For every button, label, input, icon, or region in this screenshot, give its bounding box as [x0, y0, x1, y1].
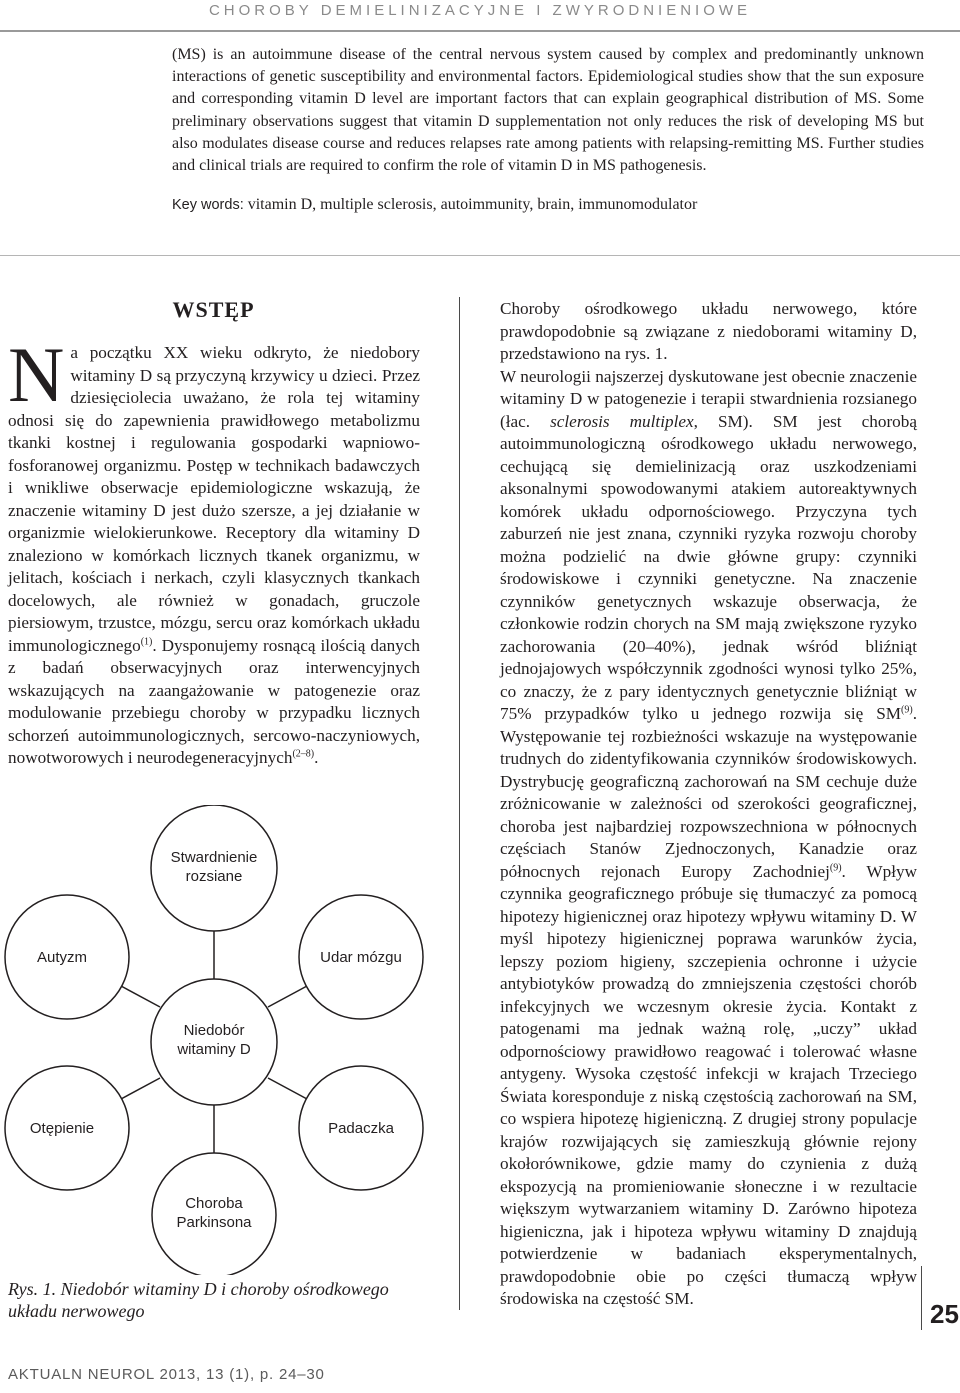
right-paragraph-2d: . Wpływ czynnika geograficznego próbuje się tłumaczyć za pomocą hipotezy higienicznej oraz hipotezy wpływu witaminy D. W myśl hipotezy higienicznej poprawa warunków życia, lepszy poziom higieny, szczepienia ochronne i użycie antybiotyków prowadzą do zmniejszenia częstości chorób infekcyjnych we wczesnym okresie życia. Kontakt z patogenami ma jednak ważną rolę, „uczy” układ odpornościowy prawidłowo reagować i tolerować własne antygeny. Wysoka częstość infekcji w krajach Trzeciego Świata koresponduje z niską częstością zachorowań na SM, co wspiera hipotezę higieniczną. Z drugiej strony populacje krajów rozwijających się zamieszkują głównie rejony okołorównikowe, gdzie mamy do czynienia z dużą ekspozycją na promieniowanie słoneczne i w rezultacie większym wytwarzaniem witaminy D. Zarówno hipoteza higieniczna, jak i hipoteza wpływu witaminy D znajdują potwierdzenie w badaniach eksperymentalnych, prawdopodobnie obie po części tłumaczą wpływ środowiska na częstość SM. [500, 861, 917, 1308]
left-column [8, 331, 420, 770]
keywords [172, 194, 924, 216]
node-bottom-left-label: Otępienie [29, 1120, 95, 1137]
connector-top-right [268, 986, 307, 1007]
keywords-text: vitamin D, multiple sclerosis, autoimmunity, brain, immunomodulator [247, 196, 698, 213]
reference-1: (1) [140, 635, 153, 647]
figure-caption: Rys. 1. Niedobór witaminy D i choroby ośrodkowego układu nerwowego [8, 1279, 389, 1321]
latin-term: sclerosis multiplex [550, 411, 694, 431]
right-column [500, 298, 917, 1311]
right-paragraph-2 [500, 366, 917, 1311]
node-bottom-line1: Choroba [185, 1195, 243, 1212]
node-top-left-label: Autyzm [36, 949, 88, 966]
node-center-line1: Niedobór [183, 1022, 245, 1039]
page-number-rule [921, 1266, 922, 1330]
abstract-text: (MS) is an autoimmune disease of the central nervous system caused by complex and predominantly unknown interactions of genetic susceptibility and environmental factors. Epidemiological studies show that the sun exposure and corresponding vitamin D level are important factors that can explain geographical distribution of MS. Some preliminary observations suggest that vitamin D supplementation not only reduces the risk of developing MS but also modulates disease course and reduces relapses rate among patients with relapsing-remitting MS. Further studies and clinical trials are required to confirm the role of vitamin D in MS pathogenesis. [172, 46, 924, 175]
column-divider [459, 297, 460, 1310]
page-number: 25 [930, 1299, 959, 1329]
keywords-label: Key words: [172, 197, 244, 213]
left-paragraph-2: . Dysponujemy rosnącą ilością danych z badań obserwacyjnych oraz interwencyjnych wskazujących na zaangażowanie w patogenezie oraz modulowanie przebiegu choroby w przypadku licznych schorzeń autoimmunologicznych, sercowo-naczyniowych, nowotworowych i neurodegeneracyjnych [8, 635, 420, 767]
left-paragraph-1: a początku XX wieku odkryto, że niedobory witaminy D są przyczyną krzywicy u dzieci. Przez dziesięciolecia uważano, że rola tej witaminy odnosi się do zapewnienia prawidłowego metabolizmu tkanki kostnej i regulowania gospodarki wapniowo-fosforanowej organizmu. Postęp w technikach badawczych i wnikliwe obserwacje epidemiologiczne wskazują, że znaczenie witaminy D jest dużo szersze, a jej działanie w organizmie wielokierunkowe. Receptory dla witaminy D znaleziono w komórkach licznych tkanek organizmu, w jelitach, kościach i nerkach, czyli klasycznych tkankach docelowych, ale również w gonadach, gruczole piersiowym, trzustce, mózgu, sercu oraz komórkach układu immunologicznego [8, 343, 420, 655]
right-paragraph-2c: . Występowanie tej rozbieżności wskazuje na występowanie trudnych do zidentyfikowania czynników środowiskowych. Dystrybucję geograficzną zachorowań na SM cechuje duże zróżnicowanie w zależności od szerokości geograficznej, choroba jest najbardziej rozpowszechniona w północnych częściach Stanów Zjednoczonych, Kanadzie oraz północnych rejonach Europy Zachodniej [500, 704, 917, 881]
footer-citation: AKTUALN NEUROL 2013, 13 (1), p. 24–30 [8, 1366, 325, 1383]
figure-diagram [0, 805, 430, 1275]
section-title: WSTĘP [172, 297, 255, 322]
node-bottom [152, 1153, 276, 1275]
dropcap: N [8, 331, 65, 418]
connector-bottom-right [268, 1078, 307, 1099]
reference-9b: (9) [829, 861, 842, 873]
reference-2-8: (2–8) [292, 748, 315, 760]
right-paragraph-1: Choroby ośrodkowego układu nerwowego, które prawdopodobnie są związane z niedoborami witaminy D, przedstawiono na rys. 1. [500, 299, 917, 363]
node-top [151, 805, 277, 931]
section-divider [0, 255, 960, 256]
node-bottom-left [5, 1066, 129, 1190]
node-top-line2: rozsiane [185, 868, 243, 885]
right-paragraph-2a: W neurologii najszerzej dyskutowane jest obecnie znaczenie witaminy D w patogenezie i terapii stwardnienia rozsianego (łac. [500, 366, 917, 431]
node-center [151, 979, 277, 1105]
node-bottom-right [299, 1066, 423, 1190]
node-top-left [5, 895, 129, 1019]
left-paragraph-2-end: . [314, 748, 319, 767]
connector-top-left [121, 986, 160, 1007]
node-bottom-right-label: Padaczka [328, 1120, 394, 1137]
reference-9a: (9) [901, 704, 913, 716]
node-top-right-label: Udar mózgu [320, 949, 402, 966]
right-paragraph-2b: , SM). SM jest chorobą autoimmunologiczną ośrodkowego układu nerwowego, cechującą się demielinizacją oraz uszkodzeniami aksonalnymi spowodowanymi atakiem autoreaktywnych komórek układu odpornościowego. Przyczyna tych zaburzeń nie jest znana, czynniki ryzyka rozwoju choroby można podzielić na dwie główne grupy: czynniki środowiskowe i czynniki genetyczne. Na znaczenie czynników genetycznych wskazuje obserwacja, że członkowie rodzin chorych na SM mają zwiększone ryzyko zachorowania (20–40%), jednak wśród bliźniąt jednojajowych współczynnik zgodności wynosi tylko 25%, co znaczy, że z pary identycznych genetycznie bliźniąt w 75% przypadków tylko u jednego rozwija się SM [500, 411, 917, 723]
header-divider [0, 30, 960, 32]
connector-bottom-left [121, 1078, 160, 1099]
node-top-line1: Stwardnienie [170, 849, 258, 866]
node-bottom-line2: Parkinsona [176, 1214, 252, 1231]
node-center-line2: witaminy D [177, 1041, 251, 1058]
node-top-right [299, 895, 423, 1019]
running-head: CHOROBY DEMIELINIZACYJNE I ZWYRODNIENIOWE [208, 2, 752, 19]
